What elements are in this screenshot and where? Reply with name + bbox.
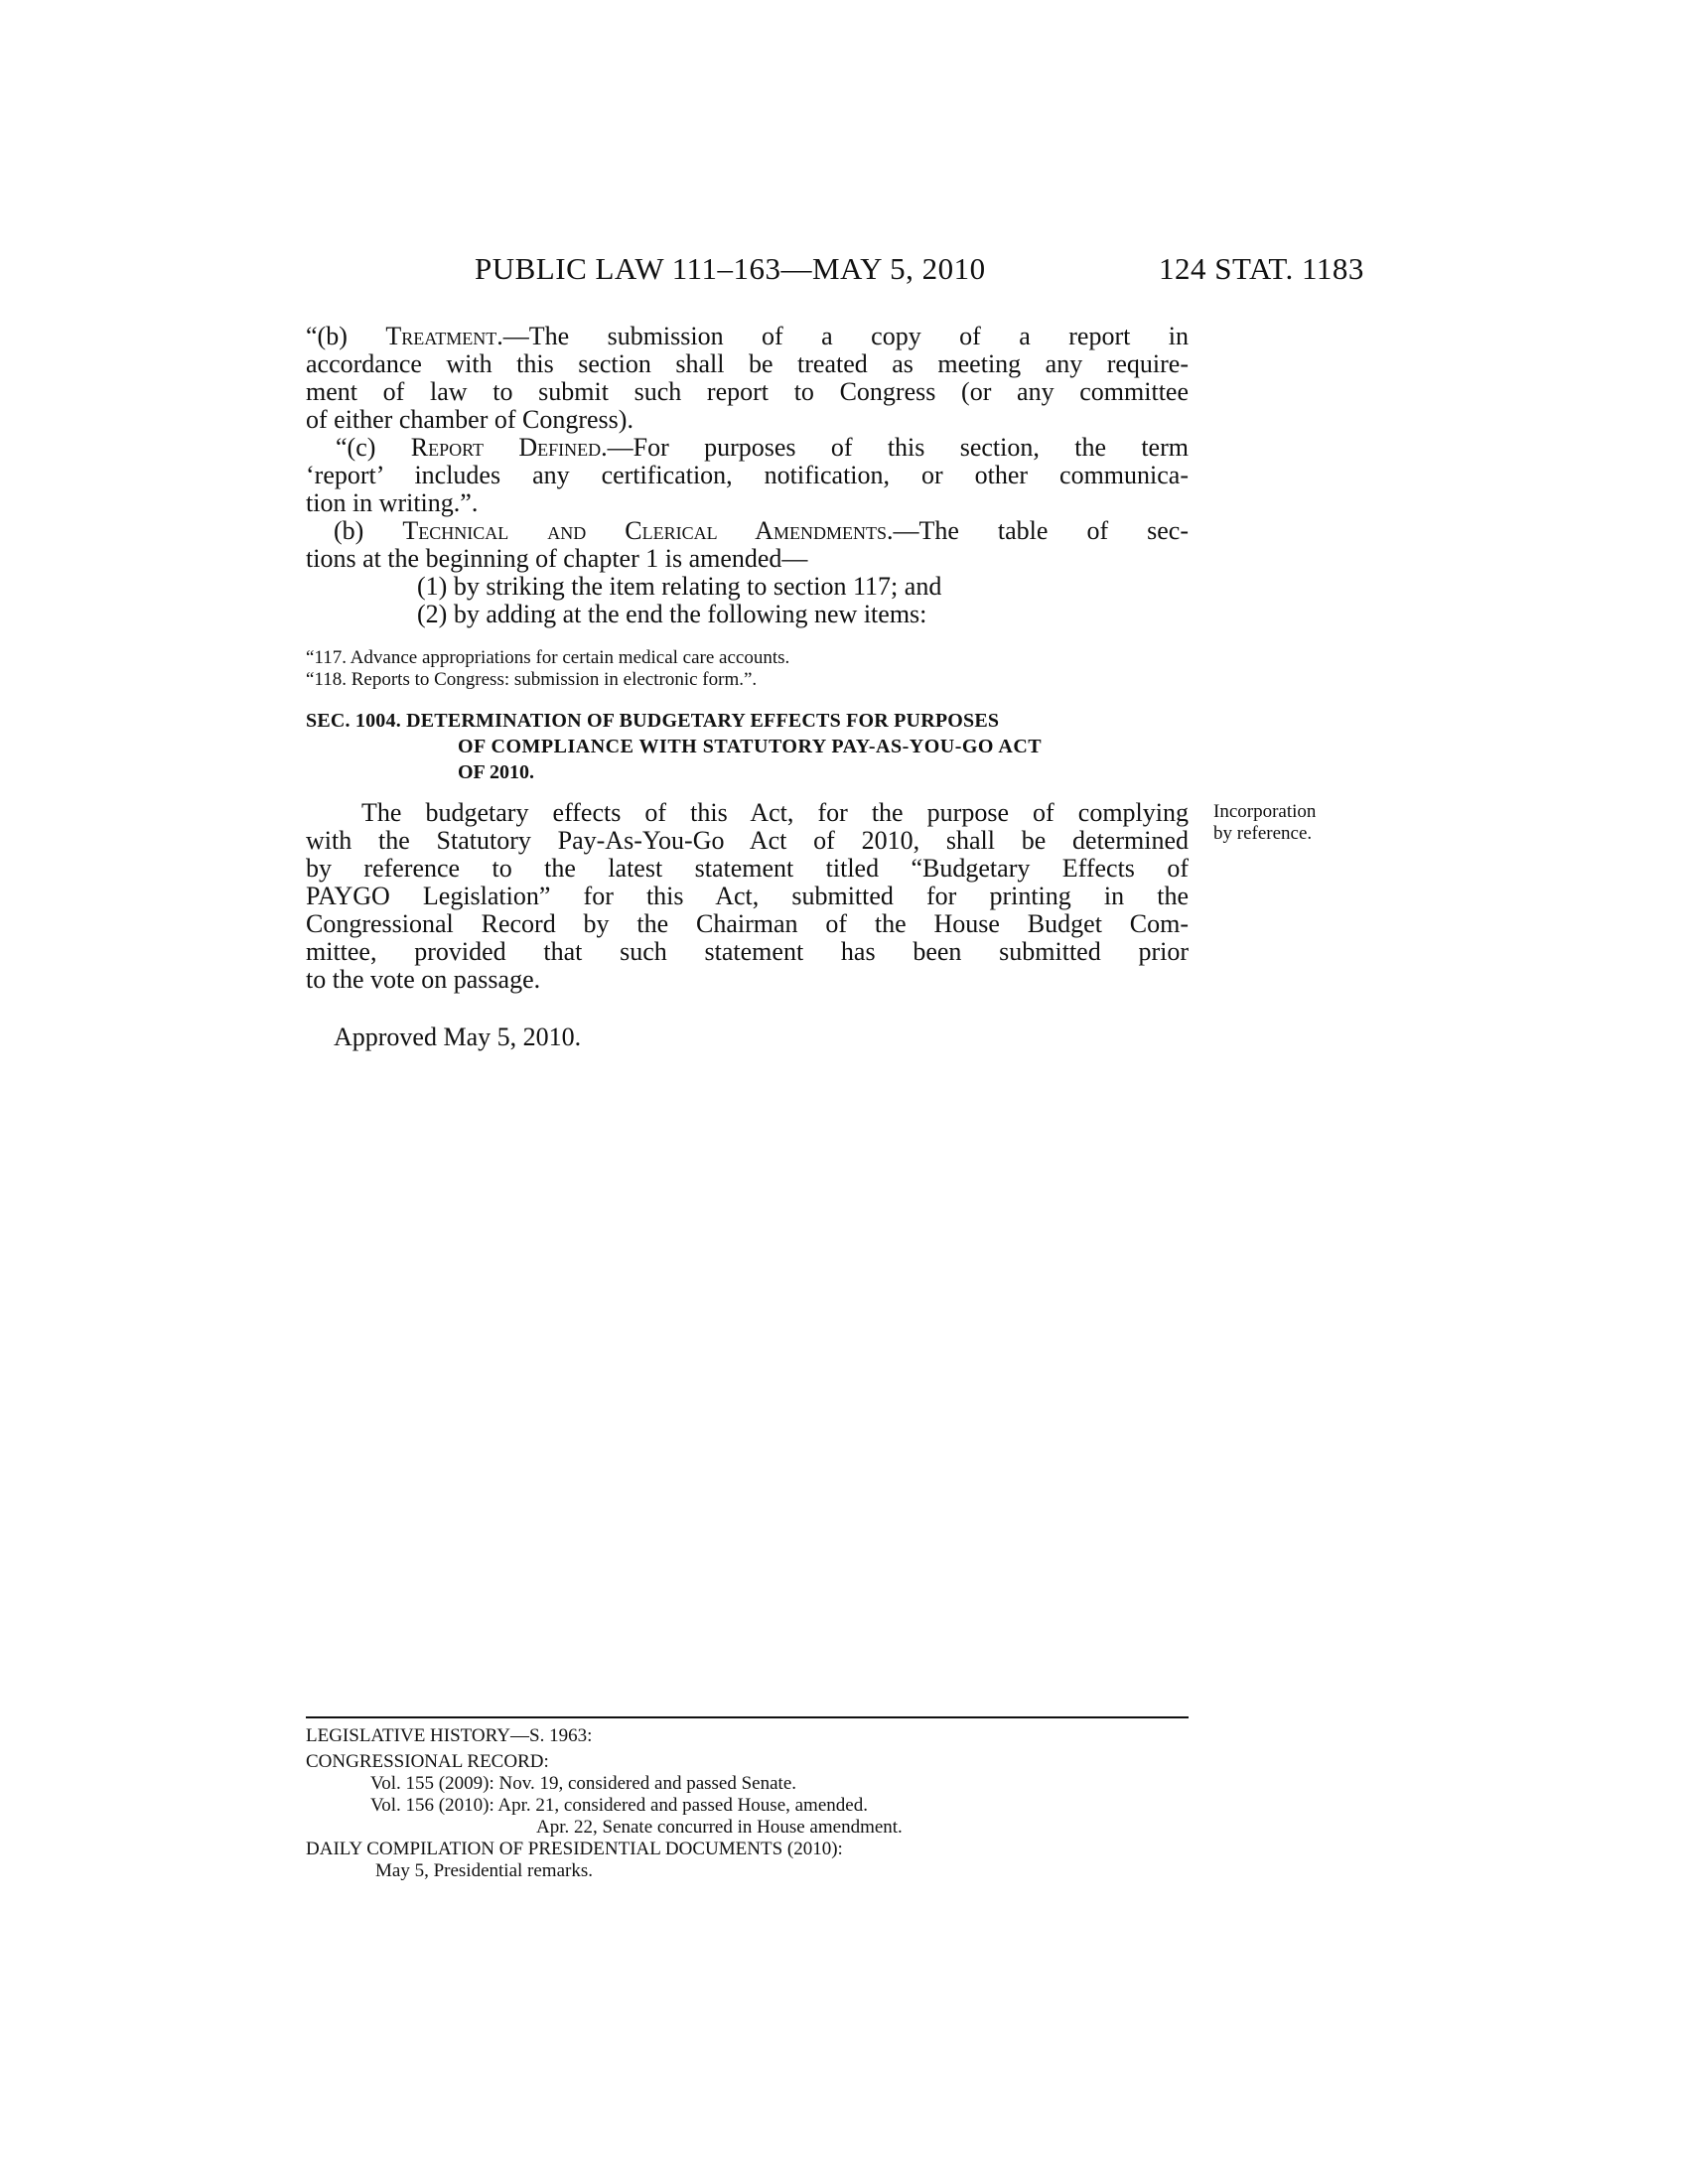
text-line: accordance with this section shall be treated as meeting any require- — [306, 349, 1189, 378]
text-line: “(c) Report Defined.—For purposes of this section, the term — [336, 433, 1189, 462]
history-item: May 5, Presidential remarks. — [375, 1860, 593, 1881]
subsection-heading: Technical and Clerical Amendments — [402, 516, 887, 545]
history-item: Vol. 156 (2010): Apr. 21, considered and passed House, amended. — [370, 1795, 868, 1816]
text-line: by reference to the latest statement titled “Budgetary Effects of — [306, 854, 1189, 883]
history-heading: DAILY COMPILATION OF PRESIDENTIAL DOCUMENTS (2010): — [306, 1839, 843, 1859]
section-title-line: SEC. 1004. DETERMINATION OF BUDGETARY EFFECTS FOR PURPOSES — [306, 710, 1000, 732]
history-item: Vol. 155 (2009): Nov. 19, considered and passed Senate. — [370, 1773, 797, 1794]
list-item: (2) by adding at the end the following new items: — [417, 600, 927, 628]
text-line: to the vote on passage. — [306, 965, 541, 994]
section-title-line: OF 2010. — [458, 761, 535, 783]
text-line: mittee, provided that such statement has been submitted prior — [306, 937, 1189, 966]
subsection-heading: Report Defined — [410, 433, 602, 462]
text-line: PAYGO Legislation” for this Act, submitted for printing in the — [306, 882, 1189, 910]
text-line: The budgetary effects of this Act, for the purpose of complying — [361, 798, 1189, 827]
history-item: Apr. 22, Senate concurred in House amendment. — [536, 1817, 903, 1838]
toc-item: “118. Reports to Congress: submission in electronic form.”. — [306, 669, 758, 690]
text-line: ment of law to submit such report to Congress (or any committee — [306, 377, 1189, 406]
text-line: tions at the beginning of chapter 1 is amended— — [306, 544, 808, 573]
text-line: ‘report’ includes any certification, notification, or other communica- — [306, 461, 1189, 489]
subsection-heading: Treatment — [385, 322, 497, 350]
text-line: (b) Technical and Clerical Amendments.—The table of sec- — [334, 516, 1189, 545]
running-header-stat: 124 STAT. 1183 — [1159, 251, 1364, 286]
text-line: Congressional Record by the Chairman of the House Budget Com- — [306, 909, 1189, 938]
running-header-law: PUBLIC LAW 111–163—MAY 5, 2010 — [475, 251, 986, 286]
list-item: (1) by striking the item relating to section 117; and — [417, 572, 942, 601]
text-line: tion in writing.”. — [306, 488, 479, 517]
approval-date: Approved May 5, 2010. — [334, 1023, 582, 1051]
section-title-line: OF COMPLIANCE WITH STATUTORY PAY-AS-YOU-GO ACT — [458, 736, 1043, 757]
text-line: with the Statutory Pay-As-You-Go Act of 2010, shall be determined — [306, 826, 1189, 855]
text-line: “(b) Treatment.—The submission of a copy of a report in — [306, 322, 1190, 350]
margin-note-line: by reference. — [1213, 823, 1313, 844]
toc-item: “117. Advance appropriations for certain medical care accounts. — [306, 647, 790, 668]
history-heading: CONGRESSIONAL RECORD: — [306, 1751, 549, 1772]
margin-note-line: Incorporation — [1213, 801, 1317, 822]
footnote-rule — [306, 1716, 1189, 1718]
text-line: of either chamber of Congress). — [306, 405, 633, 434]
history-title: LEGISLATIVE HISTORY—S. 1963: — [306, 1725, 593, 1746]
